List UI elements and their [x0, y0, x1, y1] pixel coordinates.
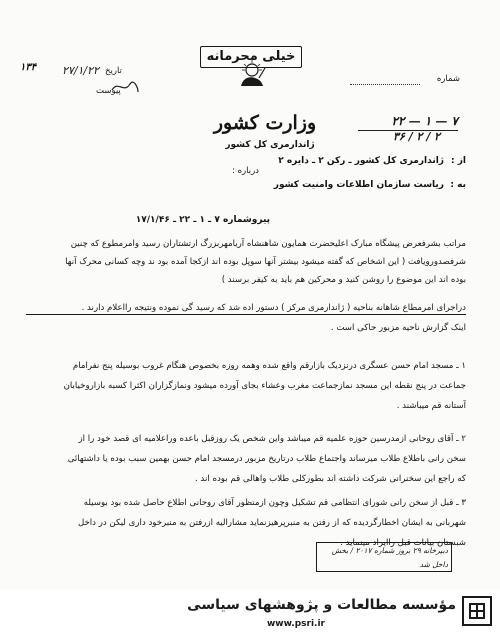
body-line: ۳ ـ قبل از سخن رانی شورای انتظامی قم تشکیل وچون ازمنظور آقای روحانی اطلاع حاصل شده بود بوسیله: [83, 498, 466, 508]
body-line: ۱ ـ مسجد امام حسن عسگری درنزدیک بازارقم واقع شده وهمه روزه بخصوص هنگام غروب بوسیله پنج نفرامام: [72, 361, 466, 371]
institute-name: مؤسسه مطالعات و پژوهشهای سیاسی: [187, 597, 456, 613]
body-line: سخن رانی باطلاع طلاب میرساند واجتماع طلاب درتاریخ مزبور درمسجد امام حسن بهمین سبب بوده یا داشتهائی: [67, 454, 466, 464]
institute-logo-icon: [460, 594, 494, 628]
signature-scribble: [110, 78, 140, 96]
attachment-label: پیوست: [96, 86, 121, 96]
body-line: مراتب بشرفعرض پیشگاه مبارک اعلیحضرت همایون شاهنشاه آریامهربزرگ ارتشتاران رسید وامرمطوع که چنین: [70, 239, 466, 249]
to-label: به :: [450, 180, 466, 190]
date-value: ۲۷/۱/۲۲: [62, 64, 99, 77]
reference-number: ۱۳۴: [20, 62, 37, 73]
department-subtitle: ژاندارمری کل کشور: [225, 140, 315, 150]
registry-stamp: دبیرخانه ۲۹ بروز شماره ۲۰۱۷ / بخش داخل شد: [316, 542, 452, 572]
to-value: ریاست سازمان اطلاعات وامنیت کشور: [273, 180, 444, 190]
body-line: شرفصدورویافت ( این اشخاص که گفته میشود بیشتر آنها سوپل بوده اند ازکجا آمده بود ند وچه کسانی محرک آنها: [65, 257, 466, 267]
body-line-underlined: دراجرای امرمطاع شاهانه بناحیه ( ژاندارمری مرکز ) دستور اده شد که رسید گی نموده ونتیجه رااعلام دارند .: [26, 302, 466, 315]
body-line: بوده اند این موضوع را روشن کنید و محرکین هم باید به کیفر برسند ): [221, 275, 466, 285]
classification-stamp: خیلی محرمانه: [200, 46, 302, 68]
body-line: آستانه قم میباشند .: [396, 401, 466, 411]
subject-label: درباره :: [232, 166, 259, 176]
body-line: اینک گزارش ناحیه مزبور حاکی است .: [330, 323, 466, 333]
date-label: تاریخ: [105, 66, 122, 76]
lion-sun-emblem-icon: [235, 58, 269, 92]
body-line: شهربانی به ایشان اخطارگردیده که از رفتن به منبرپرهیزنماید مشارالیه ازرفتن به منبرخود داری لیکن در داخل: [77, 518, 466, 528]
from-value: ژاندارمری کل کشور ـ رکن ۲ ـ دایره ۲: [278, 156, 444, 166]
handwritten-number: ۲۲ — ۱ — ۷: [391, 114, 458, 128]
ministry-title: وزارت کشور: [213, 112, 317, 134]
body-line: جماعت در پنج نقطه این مسجد نمازجماعت مغرب وعشاء بجای آورده میشود ونمازگزاران اکثرا کسبه بازاروخیابان: [63, 381, 466, 391]
handwritten-code: ۳۶ / ۲ / ۲: [393, 130, 440, 143]
number-line: [350, 84, 420, 85]
body-line: شبستان بیانات قبل راایراد مینماید .: [340, 538, 466, 548]
from-label: از :: [451, 156, 466, 166]
body-line: ۲ ـ آقای روحانی ازمدرسین حوزه علمیه قم میباشد واین شخص یک روزقبل باعده وراعلامیه ای قصد خود را از: [78, 434, 466, 444]
institute-url: www.psri.ir: [266, 619, 325, 629]
number-label: شماره: [436, 74, 460, 84]
body-line: که راجع این سخنرانی شرکت داشته اند بطورکلی طلاب واهالی قم بوده اند .: [194, 474, 466, 484]
body-reference: پیروشماره ۷ ـ ۱ ـ ۲۲ ـ ۱۷/۱/۴۶: [135, 215, 270, 225]
